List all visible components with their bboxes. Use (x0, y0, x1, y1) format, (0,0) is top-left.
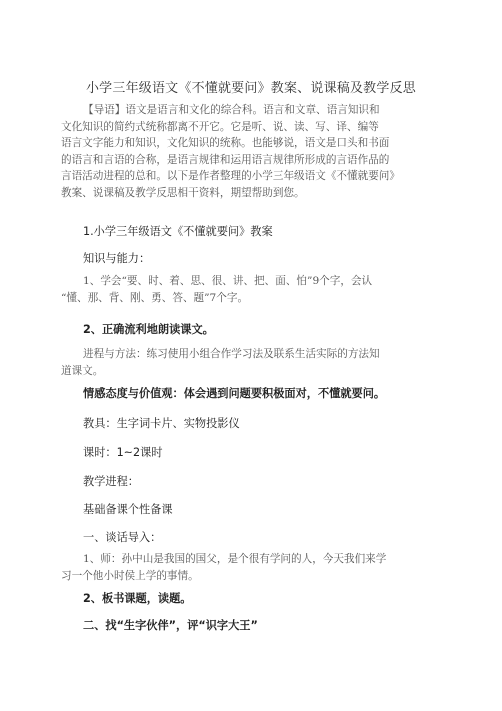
process-line: 道课文。 (61, 364, 104, 377)
item-2-heading: 2、正确流利地朗读课文。 (83, 323, 214, 336)
emotion-heading: 情感态度与价值观：体会遇到问题要积极面对，不懂就要问。 (83, 387, 386, 400)
progress-heading: 教学进程： (83, 475, 139, 488)
item-1-line: “懂、那、背、刚、勇、答、题”7个字。 (61, 291, 249, 304)
section-title: 1.小学三年级语文《不懂就要问》教案 (83, 225, 273, 238)
item-1-paragraph (61, 273, 453, 306)
item-1-line: 1、学会“要、时、着、思、很、讲、把、面、怕”9个字，会认 (83, 275, 373, 287)
process-line: 进程与方法：练习使用小组合作学习法及联系生活实际的方法知 (83, 348, 380, 360)
hours-heading: 课时：1~2课时 (83, 446, 163, 459)
prep-heading: 基础备课个性备课 (83, 503, 173, 516)
step-1-item-1-line: 习一个他小时侯上学的事情。 (61, 569, 199, 582)
step-1-heading: 一、谈话导入： (83, 531, 162, 544)
process-paragraph (61, 346, 453, 379)
tools-heading: 教具：生字词卡片、实物投影仪 (83, 417, 240, 430)
intro-line: 言语活动进程的总和。以下是作者整理的小学三年级语文《不懂就要问》 (61, 170, 400, 182)
step-1-item-2-heading: 2、板书课题，读题。 (83, 592, 192, 605)
intro-line: 教案、说课稿及教学反思相干资料，期望帮助到您。 (61, 186, 305, 199)
intro-paragraph (61, 102, 453, 201)
step-2-heading: 二、找“生字伙伴”，评“识字大王” (83, 619, 258, 632)
intro-line: 文化知识的简约式统称都离不开它。它是听、说、读、写、译、编等 (61, 120, 379, 133)
page-title: 小学三年级语文《不懂就要问》教案、说课稿及教学反思 (85, 81, 416, 96)
intro-line: 语言文字能力和知识，文化知识的统称。也能够说，语文是口头和书面 (61, 137, 390, 149)
step-1-item-1-line: 1、师：孙中山是我国的国父，是个很有学问的人，今天我们来学 (83, 553, 387, 565)
intro-line: 的语言和言语的合称，是语言规律和运用语言规律所形成的言语作品的 (61, 153, 390, 166)
intro-line: 【导语】语文是语言和文化的综合科。语言和文章、语言知识和 (83, 104, 380, 116)
step-1-item-1-paragraph (61, 551, 453, 584)
knowledge-heading: 知识与能力： (83, 252, 151, 265)
